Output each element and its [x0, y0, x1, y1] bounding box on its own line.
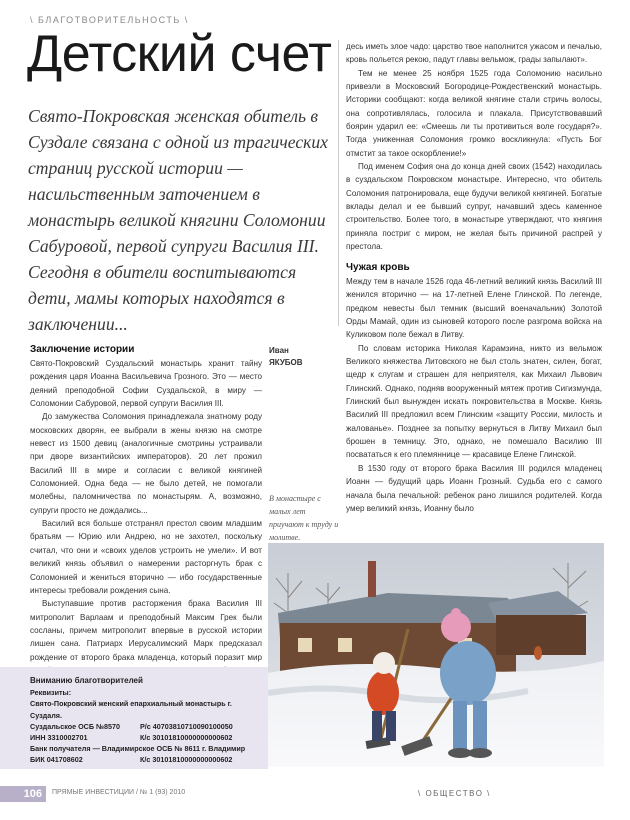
right-column-top — [346, 40, 602, 254]
article-lead: Свято-Покровская женская обитель в Суздале связана с одной из трагических страниц русской истории — насильственным заточением в монастырь великой княгини Соломонии Сабуровой, первой супруги Василия III. Сегодня в обители воспитываются дети, мамы которых находятся в заключении... — [28, 106, 328, 334]
paragraph: Между тем в начале 1526 года 46-летний великий князь Василий III женился вторично — на 17-летней Елене Глинской. По легенде, предком невесты был темник (высший военачальник) Золотой Орды Мамай, один из сыновей которого после разгрома войска на Куликовом поле бежал в Литву. — [346, 277, 602, 340]
page-footer — [0, 786, 630, 802]
donor-title: Вниманию благотворителей — [30, 676, 143, 685]
author-byline — [269, 345, 339, 369]
donor-bank: Банк получателя — Владимирское ОСБ № 8611 г. Владимир — [30, 744, 246, 754]
paragraph: Свято-Покровский Суздальский монастырь хранит тайну рождения царя Иоанна Васильевича Грозного. Это — место деяний преподобной Софии Суздальской, в миру — Соломонии Сабуровой, первой супруги Василия III. — [30, 359, 262, 409]
paragraph: До замужества Соломония принадлежала знатному роду московских дворян, ее выбрали в жены князю на смотре невест из 1500 девиц (аналогичные смотрины устраивали при дворе византийских императоров). 20 лет прожил Василий III в мире и согласии с великой княгиней Соломонией. Одна беда — не было детей, не помогали молебны, паломничества по монастырям. А, возможно, супруги просто не дождались... — [30, 412, 262, 515]
column-divider — [338, 40, 339, 326]
magazine-name: ПРЯМЫЕ ИНВЕСТИЦИИ / № 1 (93) 2010 — [52, 789, 186, 796]
paragraph: Под именем София она до конца дней своих (1542) находилась в суздальском Покровском монастыре. Интересно, что обитель Соломония патронировала, еще будучи великой княгиней. Богатые вклады делал и ее бывший супруг, начавший здесь каменное строительство. Более того, в монастыре утверждают, что княгиня приняла постриг с миром, не желая быть причиной распрей у престола. — [346, 162, 602, 252]
author-last-name: ЯКУБОВ — [269, 358, 303, 367]
donor-value: ИНН 3310002701 — [30, 733, 88, 743]
section-heading: Чужая кровь — [346, 262, 410, 273]
paragraph: десь иметь злое чадо: царство твое наполнится ужасом и печалью, кровь польется рекою, падут главы вельмож, грады запылают». — [346, 42, 602, 65]
donor-row — [30, 721, 260, 732]
section-name: \ ОБЩЕСТВО \ — [418, 789, 491, 798]
donor-value: БИК 041708602 — [30, 755, 83, 765]
author-first-name: Иван — [269, 346, 289, 355]
paragraph: По словам историка Николая Карамзина, никто из вельмож Великого княжества Литовского не был столь знатен, силен, богат, щедр к слугам и страшен для неприятеля, как Михаил Львович Глинский. Однако, подняв вооруженный мятеж против Сигизмунда, Глинский был вынужден искать покровительства в Москве. Князь Василий III предложил всем Глинским «защиту России, милость и жалованье». Позднее за попытку вернуться в Литву Михаил был брошен в темницу. Это, однако, не помешало Василию III посвататься к его племяннице — красавице Елене Глинской. — [346, 343, 602, 460]
section-heading: Заключение истории — [30, 344, 135, 355]
photo-caption: В монастыре с малых лет приучают к труду и молитве. — [269, 494, 339, 542]
donor-row — [30, 732, 260, 743]
left-column — [30, 343, 262, 677]
article-title: Детский счет — [27, 25, 332, 83]
rubric: \ БЛАГОТВОРИТЕЛЬНОСТЬ \ — [30, 15, 189, 25]
donor-value: Суздальское ОСБ №8570 — [30, 721, 121, 731]
donor-info-box — [0, 667, 268, 769]
paragraph: В 1530 году от второго брака Василия III родился младенец Иоанн — будущий царь Иоанн Грозный. Судьба его с самого начала была печальной: ребенок рано лишился родителей. Когда умер великий князь, Иоанну было — [346, 463, 602, 513]
donor-value: К/с 30101810000000000602 — [140, 755, 233, 765]
winter-children-illustration — [268, 543, 604, 767]
article-photo — [268, 543, 604, 767]
donor-row — [30, 754, 260, 765]
donor-value: К/с 30101810000000000602 — [140, 733, 233, 743]
donor-organization: Свято-Покровский женский епархиальный монастырь г. Суздаля. — [30, 699, 232, 720]
paragraph: Василий вся больше отстранял престол своим младшим братьям — Юрию или Андрею, но не захотел, поскольку считал, что они и «своих уделов устроить не умели». И вот великий князь объявил о намерении расторгнуть брак с Соломонией и жениться вторично — ибо государственные интересы требовали рождения сына. — [30, 519, 262, 595]
donor-requisites-label: Реквизиты: — [30, 688, 72, 698]
page-number: 106 — [0, 786, 46, 802]
donor-value: Р/с 40703810710090100050 — [140, 721, 233, 731]
right-column-bottom — [346, 261, 602, 515]
paragraph: Тем не менее 25 ноября 1525 года Соломонию насильно привезли в Московский Богородице-Рождественский монастырь. Историки сообщают: когда великой княгине стали стричь волосы, она сопротивлялась, голосила и плакала. Присутствовавший боярин ударил ее: «Смеешь ли ты противиться воле государя?». Тогда униженная Соломония громко воскликнула: «Пусть Бог отмстит за такое оскорбление!» — [346, 68, 602, 158]
paragraph: Выступавшие против расторжения брака Василия III митрополит Варлаам и преподобный Максим Грек были сосланы, причем митрополит впервые в русской истории лишен сана. Патриарх Иерусалимский Марк предсказал рождение от второго брака младенца, который поразит мир — [30, 599, 262, 662]
